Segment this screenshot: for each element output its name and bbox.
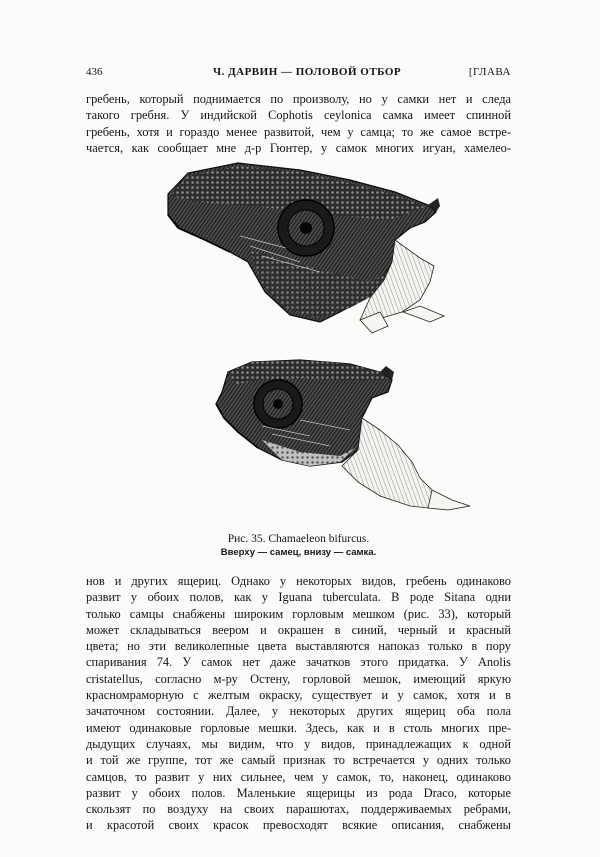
- text-line: нов и других ящериц. Однако у некоторых видов, гребень одинаково: [86, 574, 511, 588]
- page-number: 436: [86, 66, 103, 78]
- text-line: самцов, то развит у них сильнее, чем у самок, то, наконец, одинаково: [86, 769, 511, 784]
- chapter-marker: [ГЛАВА: [468, 66, 511, 78]
- text-line: гребень, хотя и гораздо менее развитой, чем у самца; то же самое встре-: [86, 124, 511, 139]
- text-line: зачаточном состоянии. Далее, у некоторых других ящериц оба пола: [86, 704, 511, 719]
- running-title: Ч. ДАРВИН — ПОЛОВОЙ ОТБОР: [213, 66, 402, 78]
- text-line: скользят по воздуху на своих парашютах, поддерживаемых ребрами,: [86, 802, 511, 817]
- text-line: и красотой своих красок превосходят всякие описания, снабжены: [86, 818, 511, 833]
- caption-subtitle: Вверху — самец, внизу — самка.: [220, 547, 377, 558]
- text-line: чается, как сообщает мне д-р Гюнтер, у самок многих игуан, хамелео-: [86, 140, 511, 155]
- text-line: только самцы снабжены широким горловым мешком (рис. 33), который: [86, 606, 511, 621]
- figure-caption: [86, 532, 511, 560]
- text-line: дыдущих случаях, мы видим, что у видов, принадлежащих к одной: [86, 736, 511, 751]
- text-line: и той же группе, тот же самый признак то встречается у одних только: [86, 753, 511, 768]
- text-line: развит у обоих полов. Маленькие ящерицы из рода Draco, которые: [86, 785, 511, 800]
- text-line: спаривания 74. У самок нет даже зачатков этого придатка. У Anolis: [86, 655, 511, 670]
- text-line: развит у обоих полов, как у Iguana tuberculata. В роде Sitana одни: [86, 590, 511, 605]
- text-line: имеют одинаковые горловые мешки. Здесь, как и в столь многих пре-: [86, 720, 511, 735]
- text-line: гребень, который поднимается по произволу, но у самки нет и следа: [86, 92, 511, 106]
- paragraph-bottom: [86, 573, 511, 834]
- text-line: cristatellus, согласно м-ру Остену, горловой мешок, имеющий яркую: [86, 671, 511, 686]
- female-chameleon-head: [216, 360, 470, 510]
- text-line: может складываться веером и окрашен в синий, черный и красный: [86, 622, 511, 637]
- male-chameleon-head: [168, 163, 444, 333]
- text-line: такого гребня. У индийской Cophotis ceylonica самка имеет спинной: [86, 108, 511, 123]
- caption-title: Рис. 35. Chamaeleon bifurcus.: [227, 533, 370, 545]
- text-line: красномраморную с желтым окраску, существует и у самок, хотя и в: [86, 688, 511, 703]
- text-line: цвета; но эти великолепные цвета выставляются напоказ только в пору: [86, 639, 511, 654]
